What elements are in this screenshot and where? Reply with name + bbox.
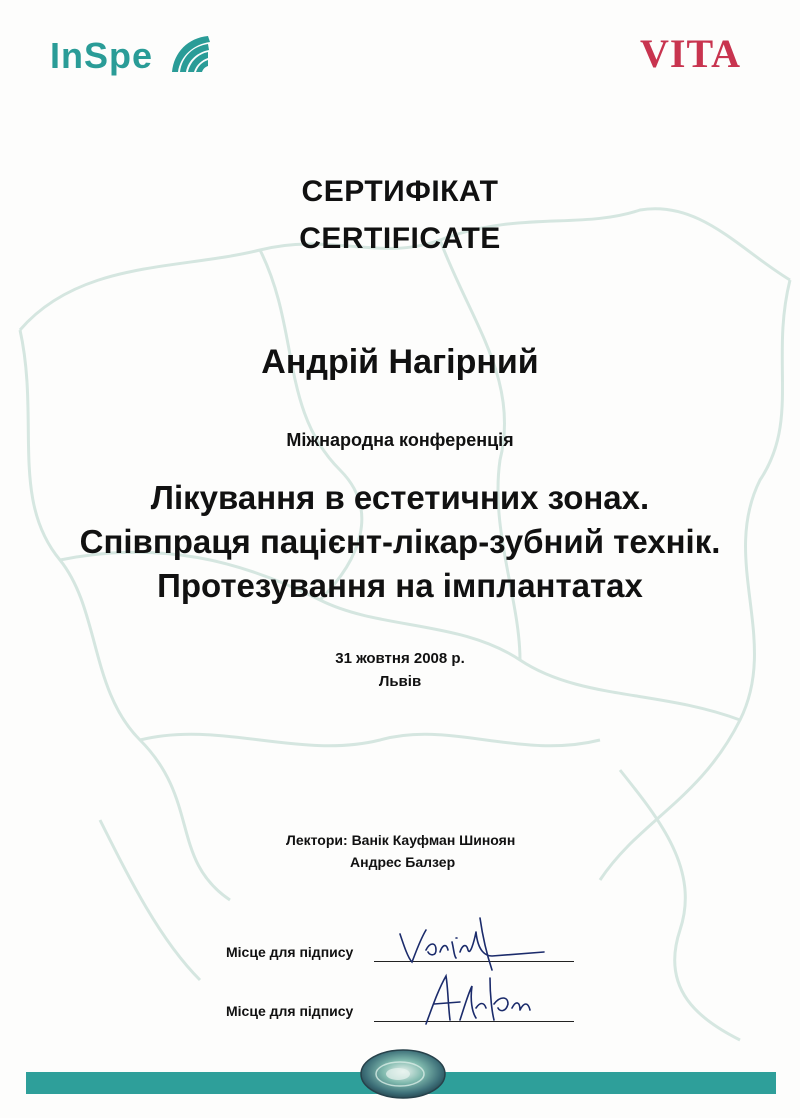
lecturer-name: Андрес Балзер	[350, 854, 456, 870]
signature-label: Місце для підпису	[226, 1003, 354, 1019]
recipient-name: Андрій Нагірний	[261, 343, 539, 381]
certificate-title-en: CERTIFICATE	[299, 222, 501, 255]
vita-logo: VITA	[640, 31, 742, 76]
signature-1	[396, 912, 546, 972]
event-title-line: Лікування в естетичних зонах.	[150, 479, 650, 516]
event-title	[0, 476, 800, 608]
shell-emblem-icon	[358, 1044, 448, 1100]
event-title-line: Протезування на імплантатах	[157, 567, 643, 604]
event-date: 31 жовтня 2008 р.	[335, 650, 465, 667]
inspe-logo-text: InSpe	[50, 35, 154, 76]
inspe-logo	[48, 26, 218, 82]
signature-label: Місце для підпису	[226, 944, 354, 960]
event-city: Львів	[378, 673, 422, 690]
lecturers-block	[286, 832, 516, 870]
certificate-title-ua: СЕРТИФІКАТ	[301, 175, 499, 208]
lecturers-label: Лектори:	[286, 832, 348, 848]
lecturer-name: Ванік Кауфман Шиноян	[351, 832, 516, 848]
signature-2	[420, 968, 540, 1028]
event-type: Міжнародна конференція	[286, 430, 514, 450]
event-title-line: Співпраця пацієнт-лікар-зубний технік.	[79, 523, 721, 560]
